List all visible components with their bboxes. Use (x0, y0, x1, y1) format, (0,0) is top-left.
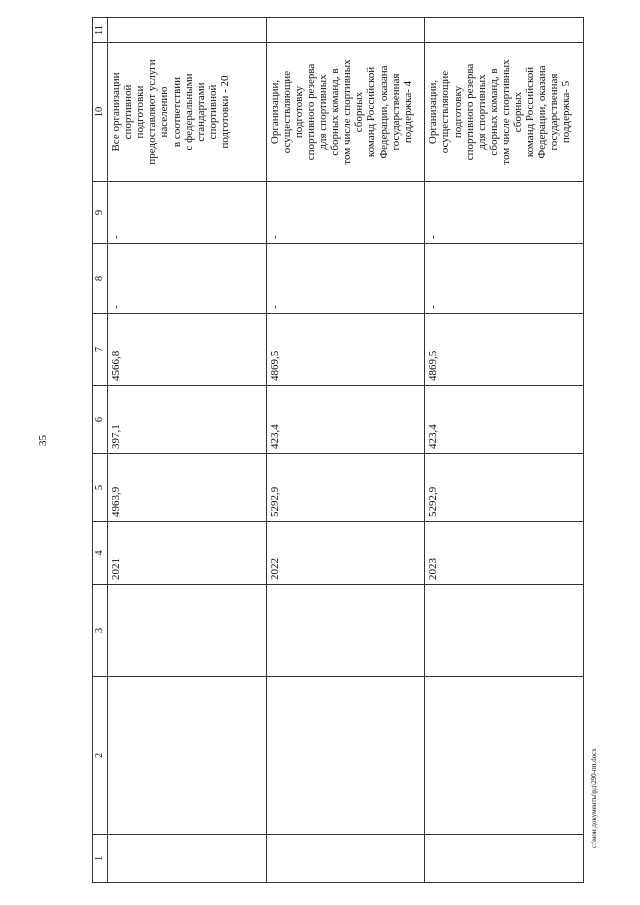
year-cell: 2023 (425, 522, 584, 585)
cell-col2 (266, 677, 425, 835)
header-cell: 4 (93, 522, 108, 585)
value-cell: 5292,9 (266, 454, 425, 522)
value-cell: 423,4 (266, 386, 425, 454)
value-cell: - (266, 182, 425, 244)
cell-col2 (108, 677, 267, 835)
value-cell: - (425, 244, 584, 314)
value-cell: 423,4 (425, 386, 584, 454)
cell-col3 (266, 585, 425, 677)
cell-col1 (108, 835, 267, 883)
description-text: Организации, осуществляющие подготовку спортивного резерва для спортивных сборных команд, в том числе спортивных сборных команд Российской Федерации, оказана государственная поддержка- 5 (427, 59, 573, 165)
header-cell: 11 (93, 18, 108, 43)
page-number: 35 (37, 435, 49, 446)
header-cell: 7 (93, 314, 108, 386)
table-row (266, 18, 425, 883)
description-text: Организации, осуществляющие подготовку спортивного резерва для спортивных сборных команд, в том числе спортивных сборных команд Российской Федерации, оказана государственная поддержка- 4 (268, 59, 414, 165)
value-cell: - (108, 182, 267, 244)
header-cell: 10 (93, 43, 108, 182)
header-cell: 6 (93, 386, 108, 454)
value-cell: - (108, 244, 267, 314)
cell-col1 (425, 835, 584, 883)
value-cell: 4566,8 (108, 314, 267, 386)
header-cell: 9 (93, 182, 108, 244)
footer-file-path: c:\мои документы\рд\290-пп.docx (590, 748, 598, 848)
description-cell (425, 43, 584, 182)
description-text: Все организации спортивной подготовки предоставляют услуги населению в соответствии с федеральными стандартами спортивной подготовки - 20 (110, 59, 231, 165)
table-row (425, 18, 584, 883)
value-cell: - (266, 244, 425, 314)
cell-col11 (425, 18, 584, 43)
value-cell: 4963,9 (108, 454, 267, 522)
value-cell: 5292,9 (425, 454, 584, 522)
cell-col11 (266, 18, 425, 43)
value-cell: 397,1 (108, 386, 267, 454)
header-cell: 3 (93, 585, 108, 677)
description-cell (108, 43, 267, 182)
header-cell: 8 (93, 244, 108, 314)
cell-col2 (425, 677, 584, 835)
year-cell: 2021 (108, 522, 267, 585)
cell-col3 (425, 585, 584, 677)
cell-col11 (108, 18, 267, 43)
value-cell: - (425, 182, 584, 244)
year-cell: 2022 (266, 522, 425, 585)
table-row (108, 18, 267, 883)
header-cell: 5 (93, 454, 108, 522)
data-table (92, 17, 584, 883)
header-cell: 1 (93, 835, 108, 883)
cell-col3 (108, 585, 267, 677)
description-cell (266, 43, 425, 182)
value-cell: 4869,5 (425, 314, 584, 386)
header-cell: 2 (93, 677, 108, 835)
header-row (93, 18, 108, 883)
rotated-table-wrapper (92, 18, 584, 883)
cell-col1 (266, 835, 425, 883)
value-cell: 4869,5 (266, 314, 425, 386)
